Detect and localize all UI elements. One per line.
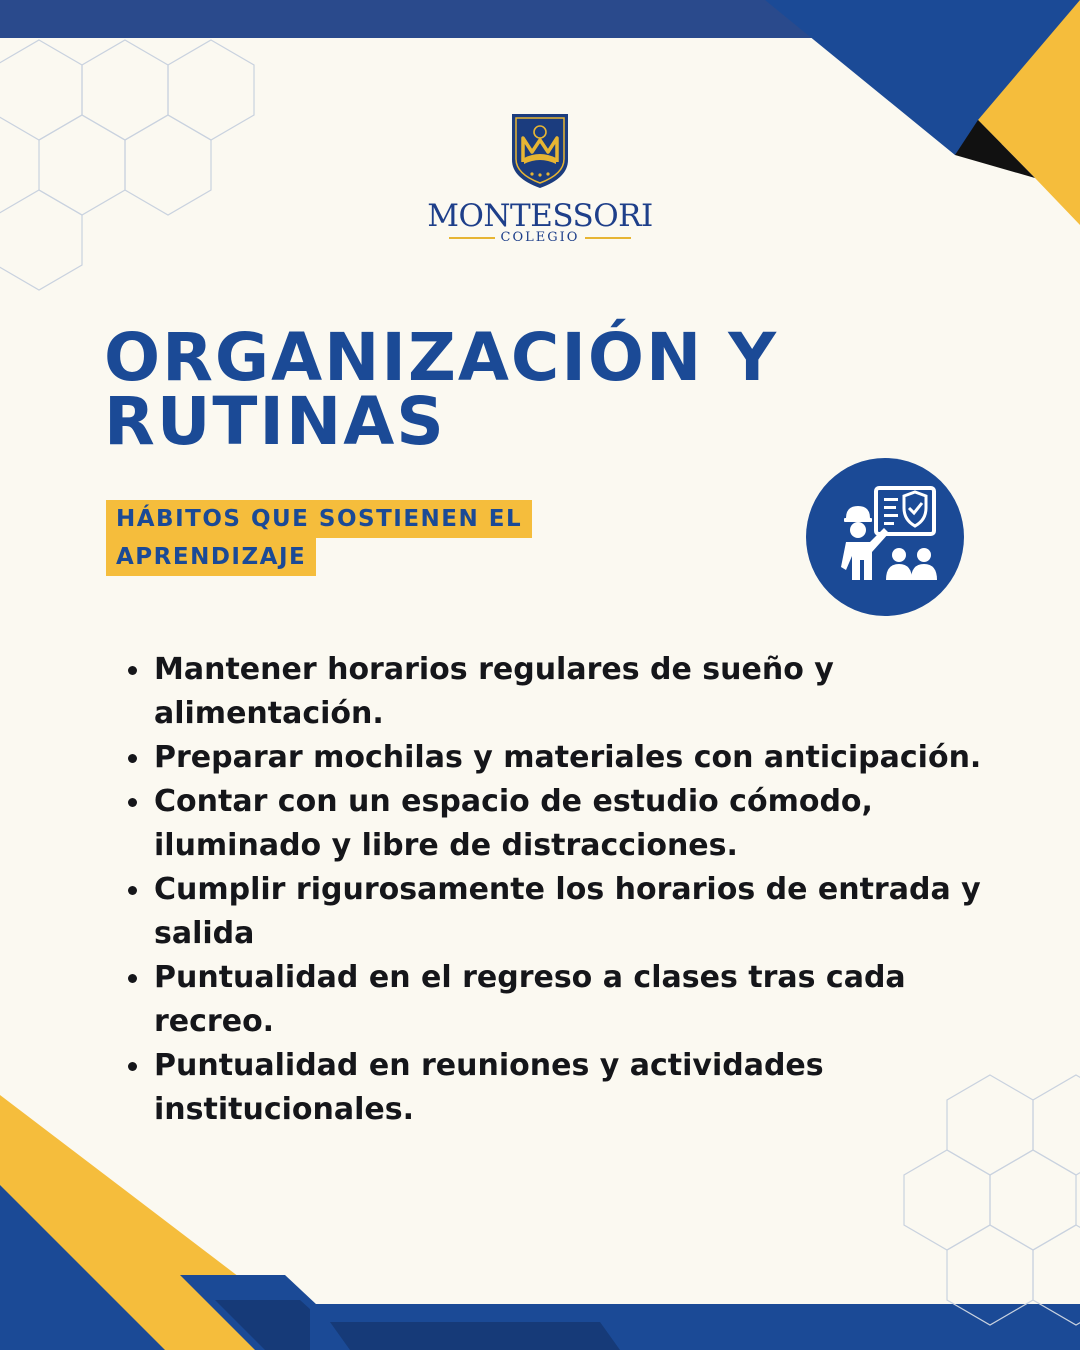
logo-subtitle: COLEGIO (500, 230, 580, 245)
list-item: Mantener horarios regulares de sueño y alimentación. (154, 648, 994, 736)
habits-list (154, 648, 994, 1132)
subtitle-line-1: HÁBITOS QUE SOSTIENEN EL (106, 500, 532, 538)
logo-name: MONTESSORI (427, 198, 653, 234)
list-item: Contar con un espacio de estudio cómodo, iluminado y libre de distracciones. (154, 780, 994, 868)
teacher-presentation-icon (806, 458, 964, 616)
school-crest-icon (508, 112, 572, 190)
list-item: Puntualidad en el regreso a clases tras cada recreo. (154, 956, 994, 1044)
list-item: Preparar mochilas y materiales con anticipación. (154, 736, 994, 780)
hexagon-pattern-top-left (0, 40, 254, 290)
logo-divider-right (585, 237, 631, 239)
list-item: Puntualidad en reuniones y actividades institucionales. (154, 1044, 994, 1132)
page-title (104, 319, 779, 460)
bottom-band-shade (330, 1322, 620, 1350)
page-title-line-1: ORGANIZACIÓN Y (104, 319, 779, 396)
subtitle (106, 500, 532, 576)
top-band (0, 0, 900, 38)
page-title-line-2: RUTINAS (104, 383, 446, 460)
school-logo (420, 112, 660, 245)
list-item: Cumplir rigurosamente los horarios de entrada y salida (154, 868, 994, 956)
logo-divider-left (449, 237, 495, 239)
subtitle-line-2: APRENDIZAJE (106, 538, 316, 576)
